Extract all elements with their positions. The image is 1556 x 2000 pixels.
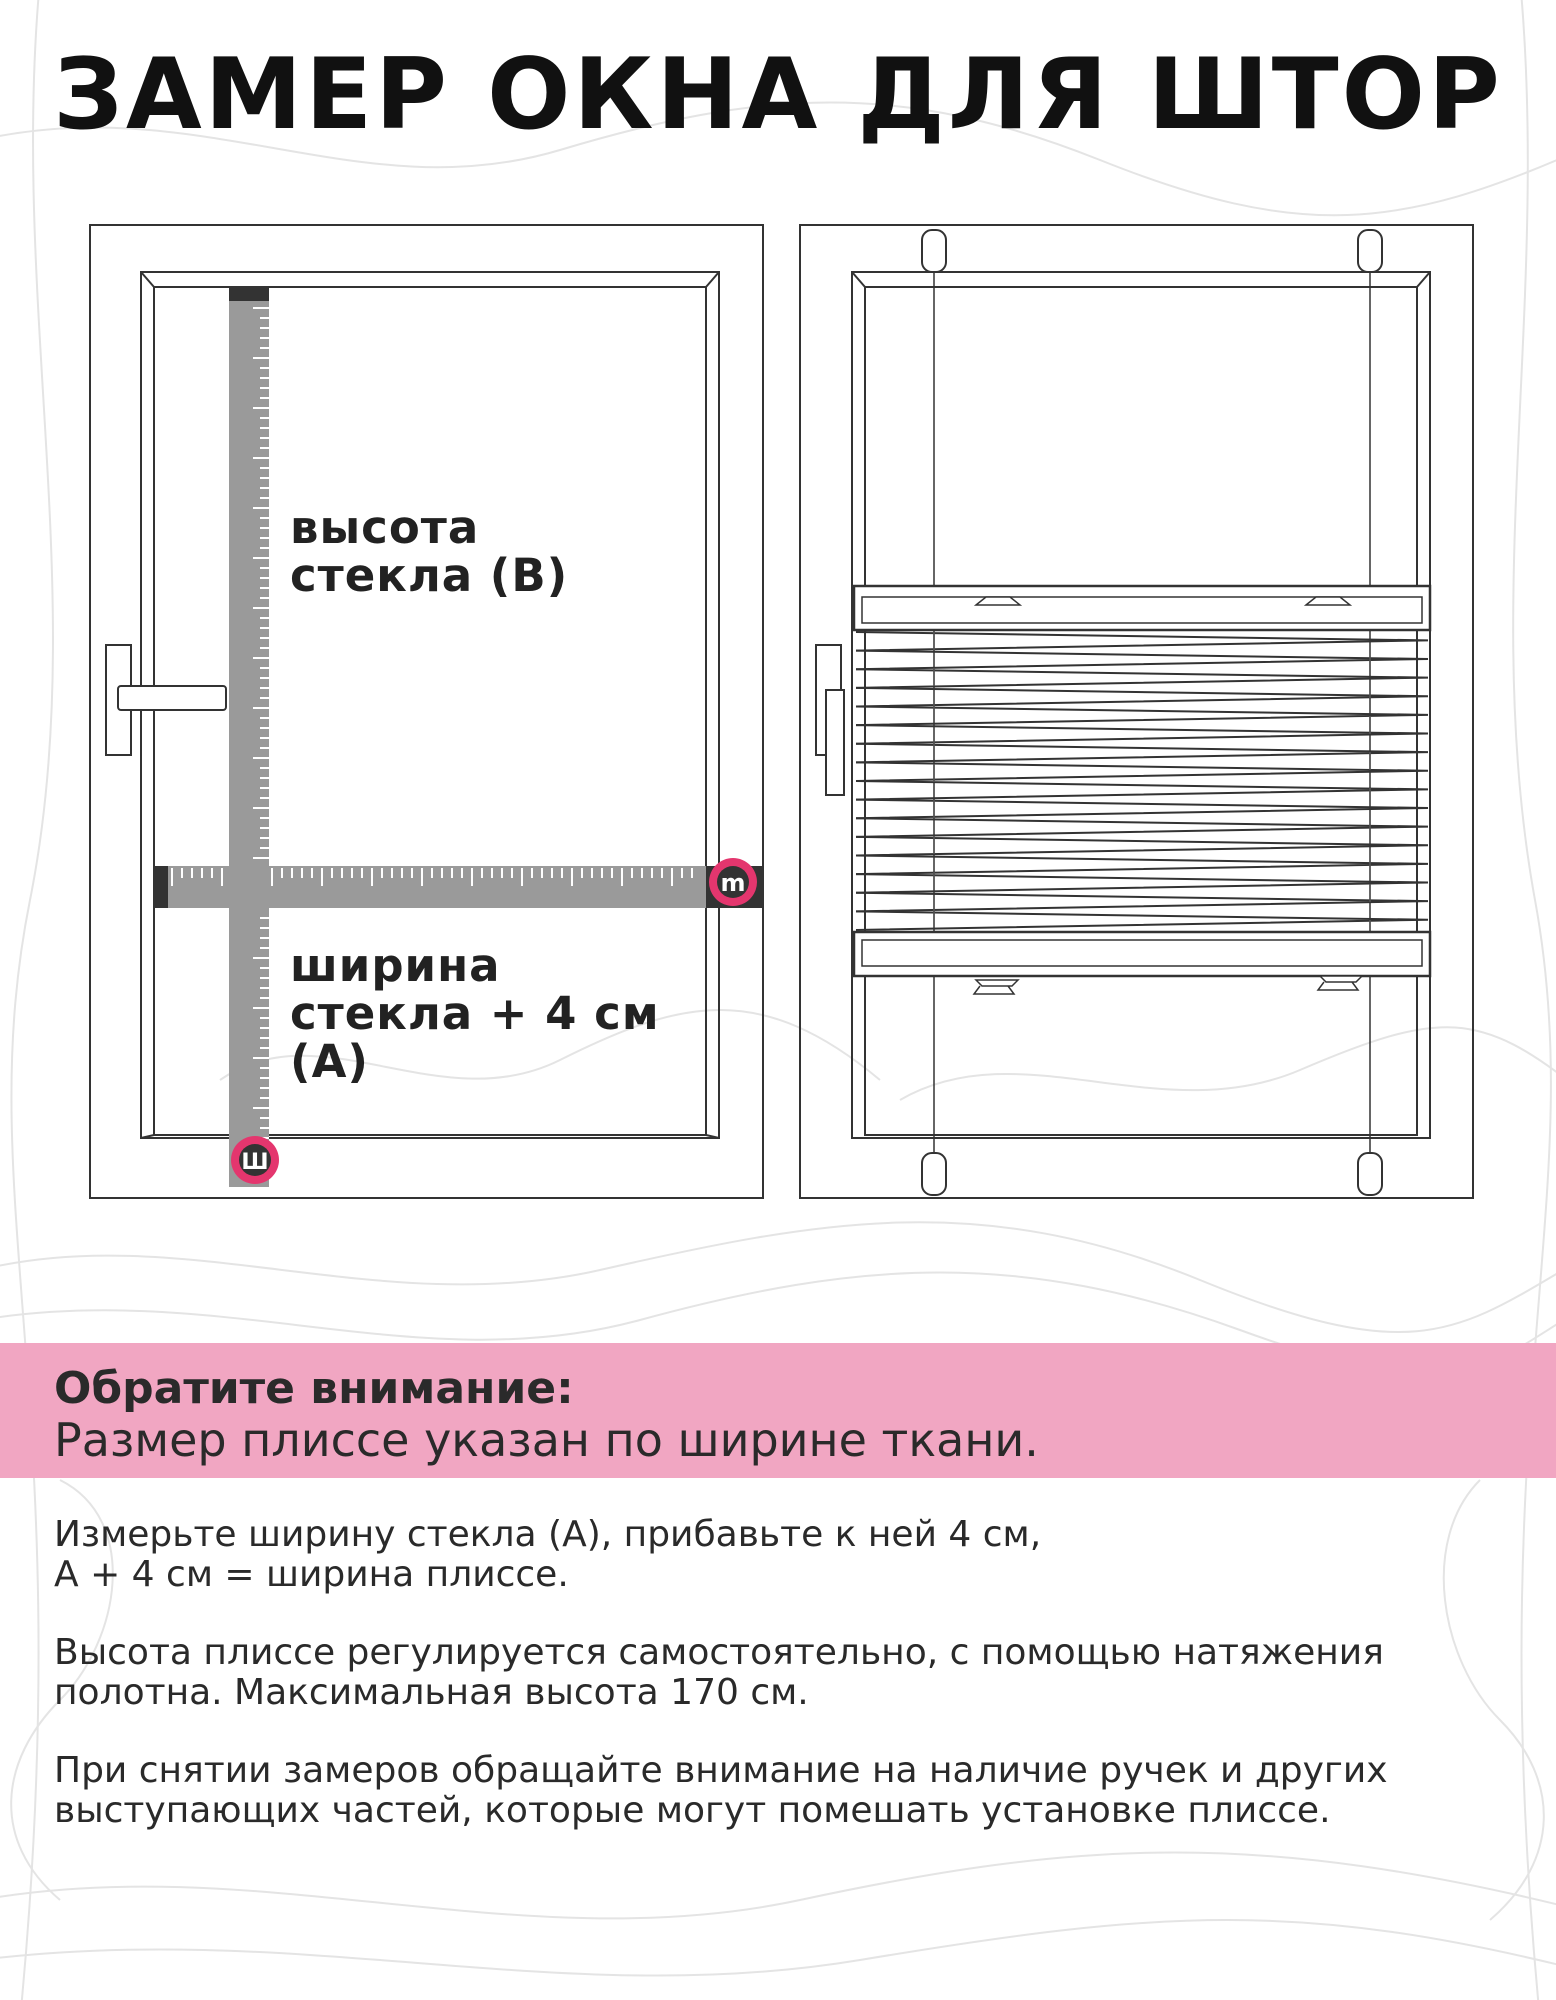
- height-label-line: высота: [290, 501, 480, 554]
- attention-title: Обратите внимание:: [54, 1363, 574, 1414]
- instruction-line: При снятии замеров обращайте внимание на наличие ручек и других: [54, 1750, 1388, 1791]
- tape-badge-vertical: [231, 1136, 279, 1184]
- horizontal-measuring-tape: [154, 866, 762, 908]
- svg-text:m: m: [720, 869, 746, 897]
- pleat: [856, 856, 1428, 875]
- height-label: [290, 501, 569, 602]
- pleat: [856, 651, 1428, 670]
- pleat: [856, 632, 1428, 651]
- pleat: [856, 911, 1428, 930]
- pleat: [856, 781, 1428, 800]
- instruction-paragraph: [54, 1515, 1524, 1595]
- width-label-line: стекла + 4 см: [290, 987, 660, 1040]
- pleat: [856, 762, 1428, 781]
- pleated-blind: [854, 586, 1430, 994]
- right-window-handle: [816, 645, 844, 795]
- pleat: [856, 688, 1428, 707]
- pleat: [856, 874, 1428, 893]
- instruction-paragraph: [54, 1633, 1524, 1713]
- width-label-line: ширина: [290, 939, 501, 992]
- instruction-line: полотна. Максимальная высота 170 см.: [54, 1672, 809, 1713]
- pleat: [856, 800, 1428, 819]
- width-label: [290, 939, 660, 1088]
- pleat: [856, 837, 1428, 856]
- pleat: [856, 744, 1428, 763]
- instruction-line: выступающих частей, которые могут помешать установке плиссе.: [54, 1790, 1331, 1831]
- svg-text:Ш: Ш: [241, 1150, 269, 1175]
- pleat: [856, 707, 1428, 726]
- page-title: ЗАМЕР ОКНА ДЛЯ ШТОР: [53, 38, 1503, 152]
- attention-banner: [0, 1343, 1556, 1478]
- height-label-line: стекла (B): [290, 549, 569, 602]
- instruction-line: А + 4 см = ширина плиссе.: [54, 1554, 569, 1595]
- instruction-line: Измерьте ширину стекла (А), прибавьте к ней 4 см,: [54, 1514, 1042, 1555]
- tape-badge-horizontal: [709, 858, 757, 906]
- pleat: [856, 818, 1428, 837]
- instructions: [54, 1515, 1524, 1869]
- left-window-handle: [106, 645, 226, 755]
- pleat: [856, 669, 1428, 688]
- width-label-line: (А): [290, 1035, 369, 1088]
- pleat: [856, 725, 1428, 744]
- pleat: [856, 893, 1428, 912]
- instruction-line: Высота плиссе регулируется самостоятельно, с помощью натяжения: [54, 1632, 1384, 1673]
- vertical-measuring-tape: [229, 287, 269, 1187]
- blind-bottom-rail: [854, 932, 1430, 976]
- attention-text: Размер плиссе указан по ширине ткани.: [54, 1413, 1039, 1467]
- instruction-paragraph: [54, 1751, 1524, 1831]
